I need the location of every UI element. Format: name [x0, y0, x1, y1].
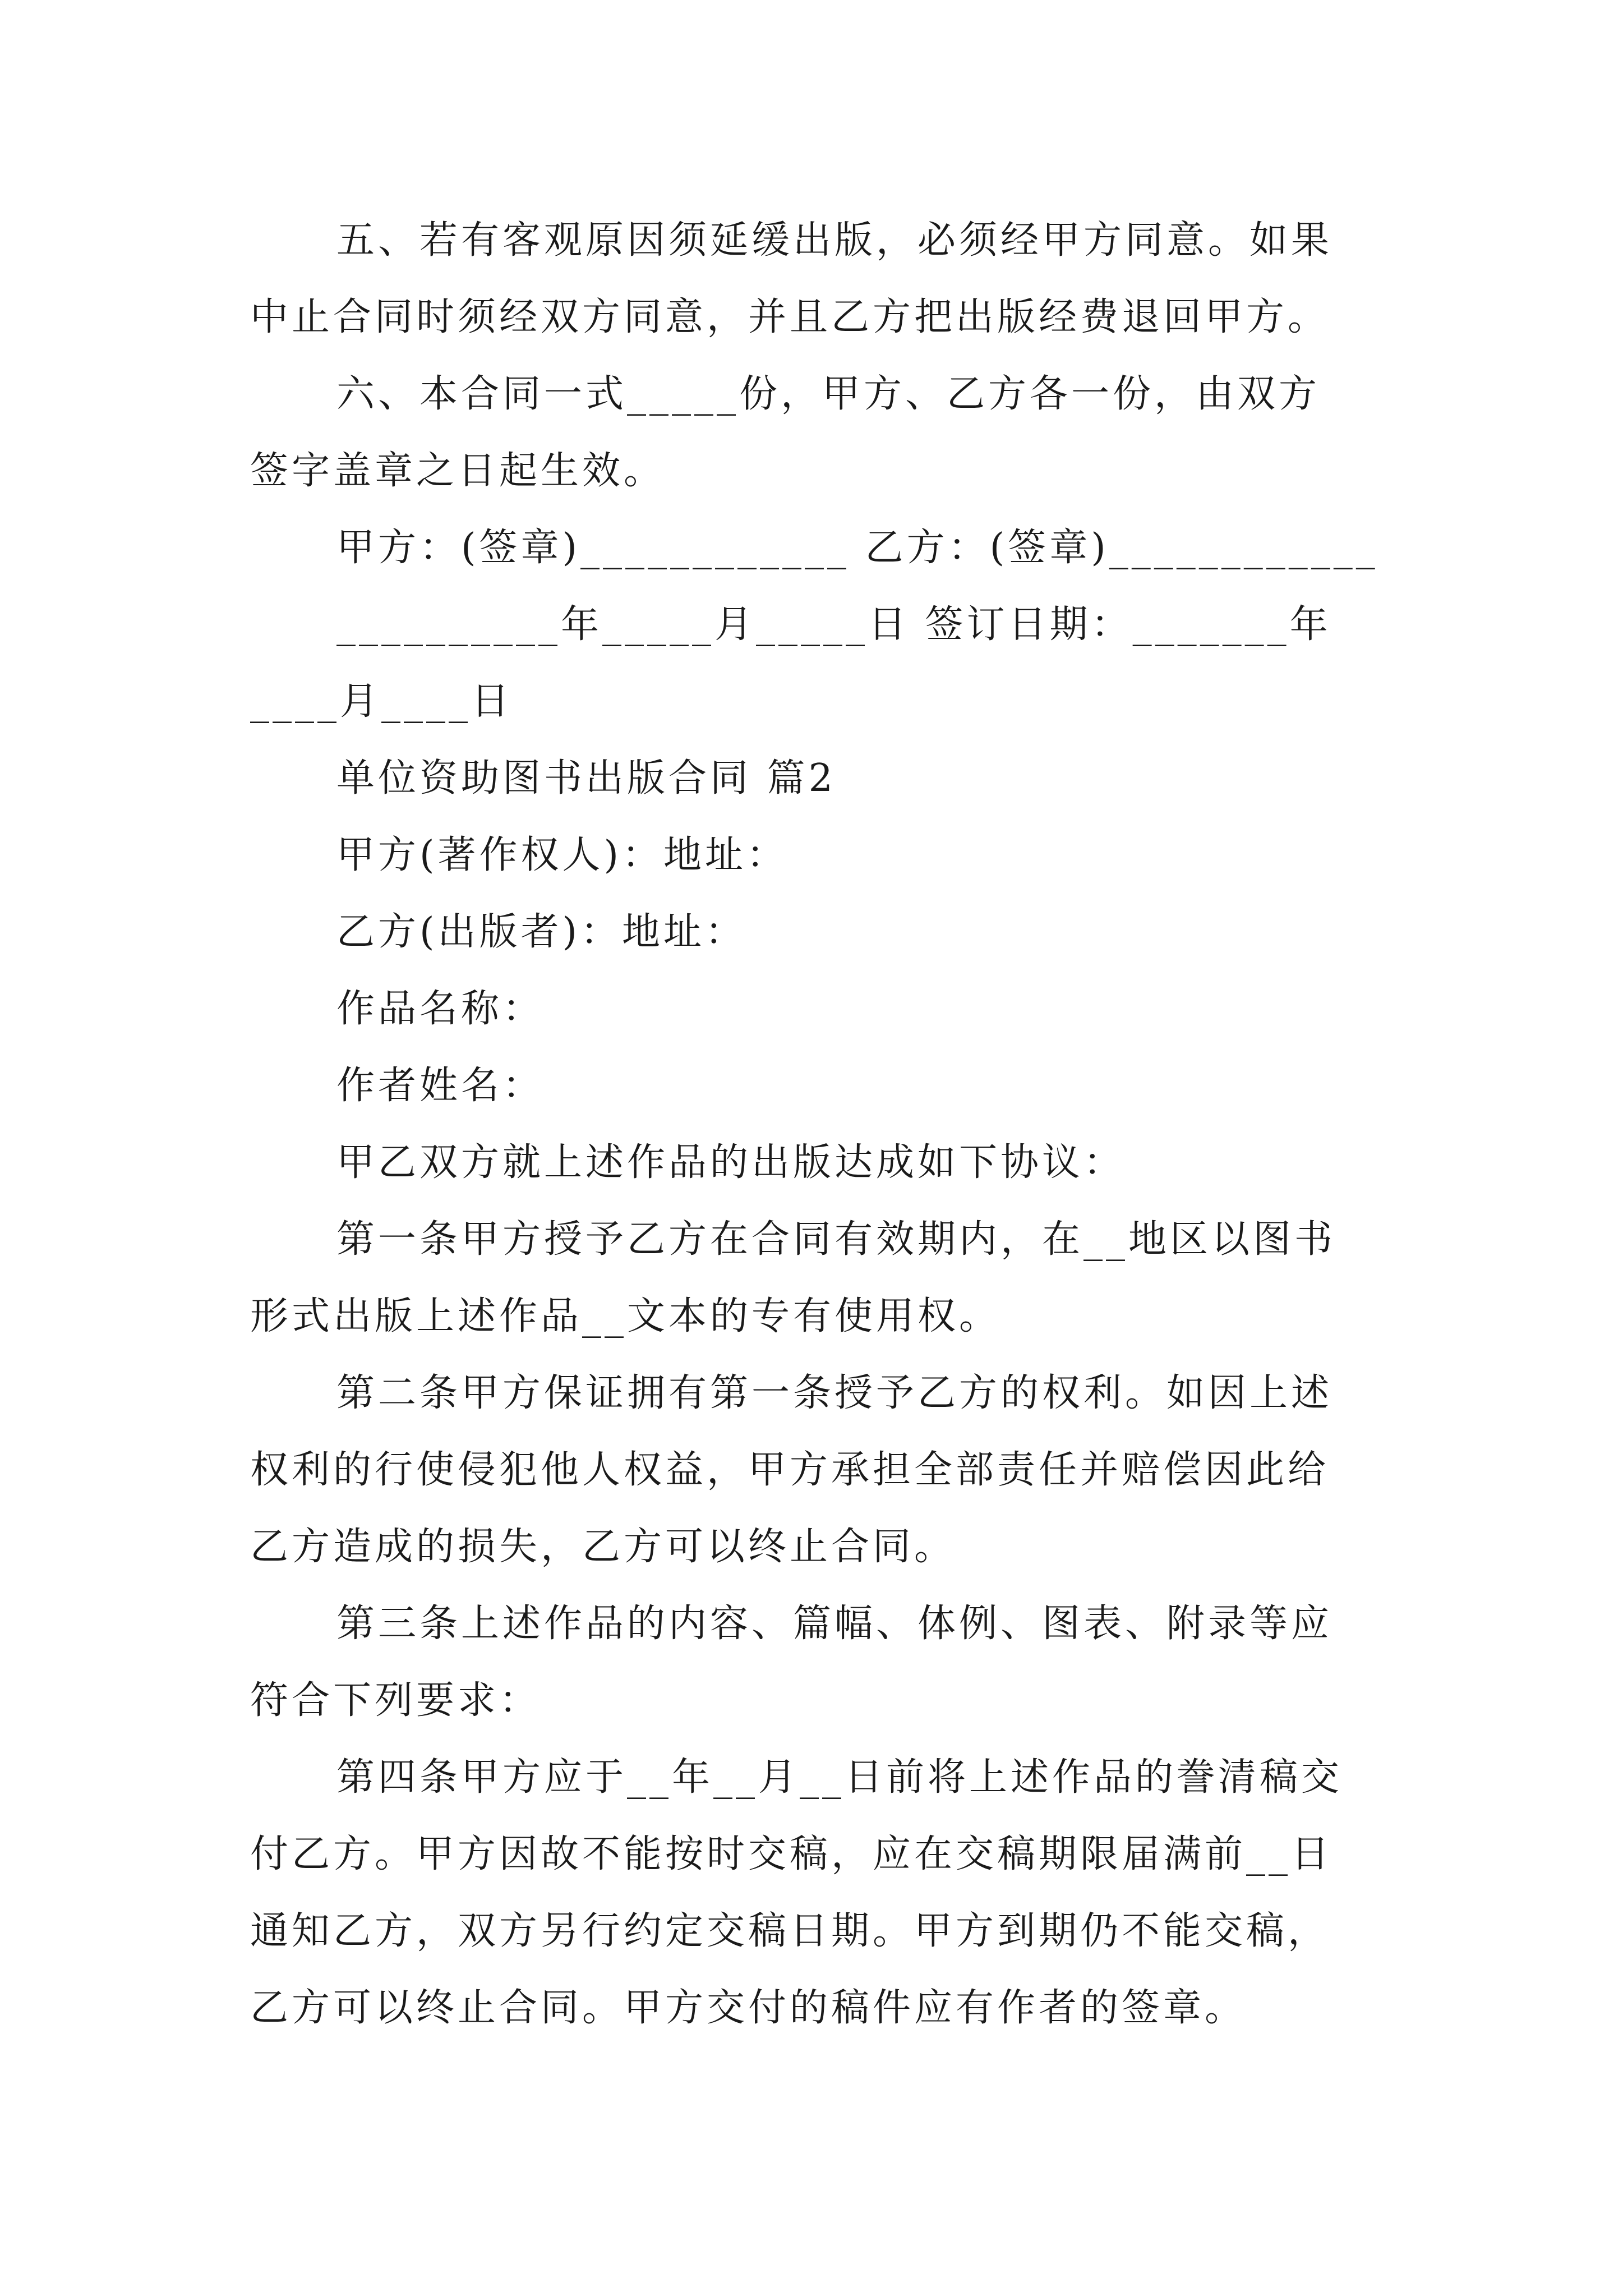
article-3-line-1: 第三条上述作品的内容、篇幅、体例、图表、附录等应	[336, 1602, 1333, 1646]
date-line-1: __________年_____月_____日 签订日期：_______年	[336, 602, 1331, 647]
article-1-line-1: 第一条甲方授予乙方在合同有效期内，在__地区以图书	[336, 1217, 1336, 1262]
clause-6-line-2: 签字盖章之日起生效。	[250, 449, 666, 493]
clause-6-line-1: 六、本合同一式_____份，甲方、乙方各一份，由双方	[336, 372, 1321, 416]
article-1-line-2: 形式出版上述作品__文本的专有使用权。	[250, 1294, 1001, 1338]
document-body	[250, 202, 1383, 2046]
section-heading: 单位资助图书出版合同 篇2	[336, 756, 836, 800]
agreement-intro: 甲乙双方就上述作品的出版达成如下协议：	[336, 1140, 1126, 1185]
clause-5-line-1: 五、若有客观原因须延缓出版，必须经甲方同意。如果	[336, 218, 1333, 263]
work-name-line: 作品名称：	[336, 987, 545, 1031]
article-2-line-2: 权利的行使侵犯他人权益，甲方承担全部责任并赔偿因此给	[250, 1448, 1330, 1492]
signature-line: 甲方：(签章)____________ 乙方：(签章)____________	[336, 526, 1378, 570]
article-4-line-3: 通知乙方，双方另行约定交稿日期。甲方到期仍不能交稿，	[250, 1909, 1330, 1953]
clause-5-line-2: 中止合同时须经双方同意，并且乙方把出版经费退回甲方。	[250, 295, 1330, 339]
author-name-line: 作者姓名：	[336, 1064, 545, 1108]
article-4-line-2: 付乙方。甲方因故不能按时交稿，应在交稿期限届满前__日	[250, 1832, 1333, 1876]
article-2-line-1: 第二条甲方保证拥有第一条授予乙方的权利。如因上述	[336, 1371, 1333, 1415]
party-a-line: 甲方(著作权人)：地址：	[336, 833, 789, 877]
date-line-2: ____月____日	[250, 679, 513, 724]
article-2-line-3: 乙方造成的损失，乙方可以终止合同。	[250, 1525, 956, 1569]
article-3-line-2: 符合下列要求：	[250, 1678, 541, 1723]
article-4-line-4: 乙方可以终止合同。甲方交付的稿件应有作者的签章。	[250, 1986, 1247, 2030]
party-b-line: 乙方(出版者)：地址：	[336, 910, 747, 954]
article-4-line-1: 第四条甲方应于__年__月__日前将上述作品的誊清稿交	[336, 1755, 1343, 1800]
